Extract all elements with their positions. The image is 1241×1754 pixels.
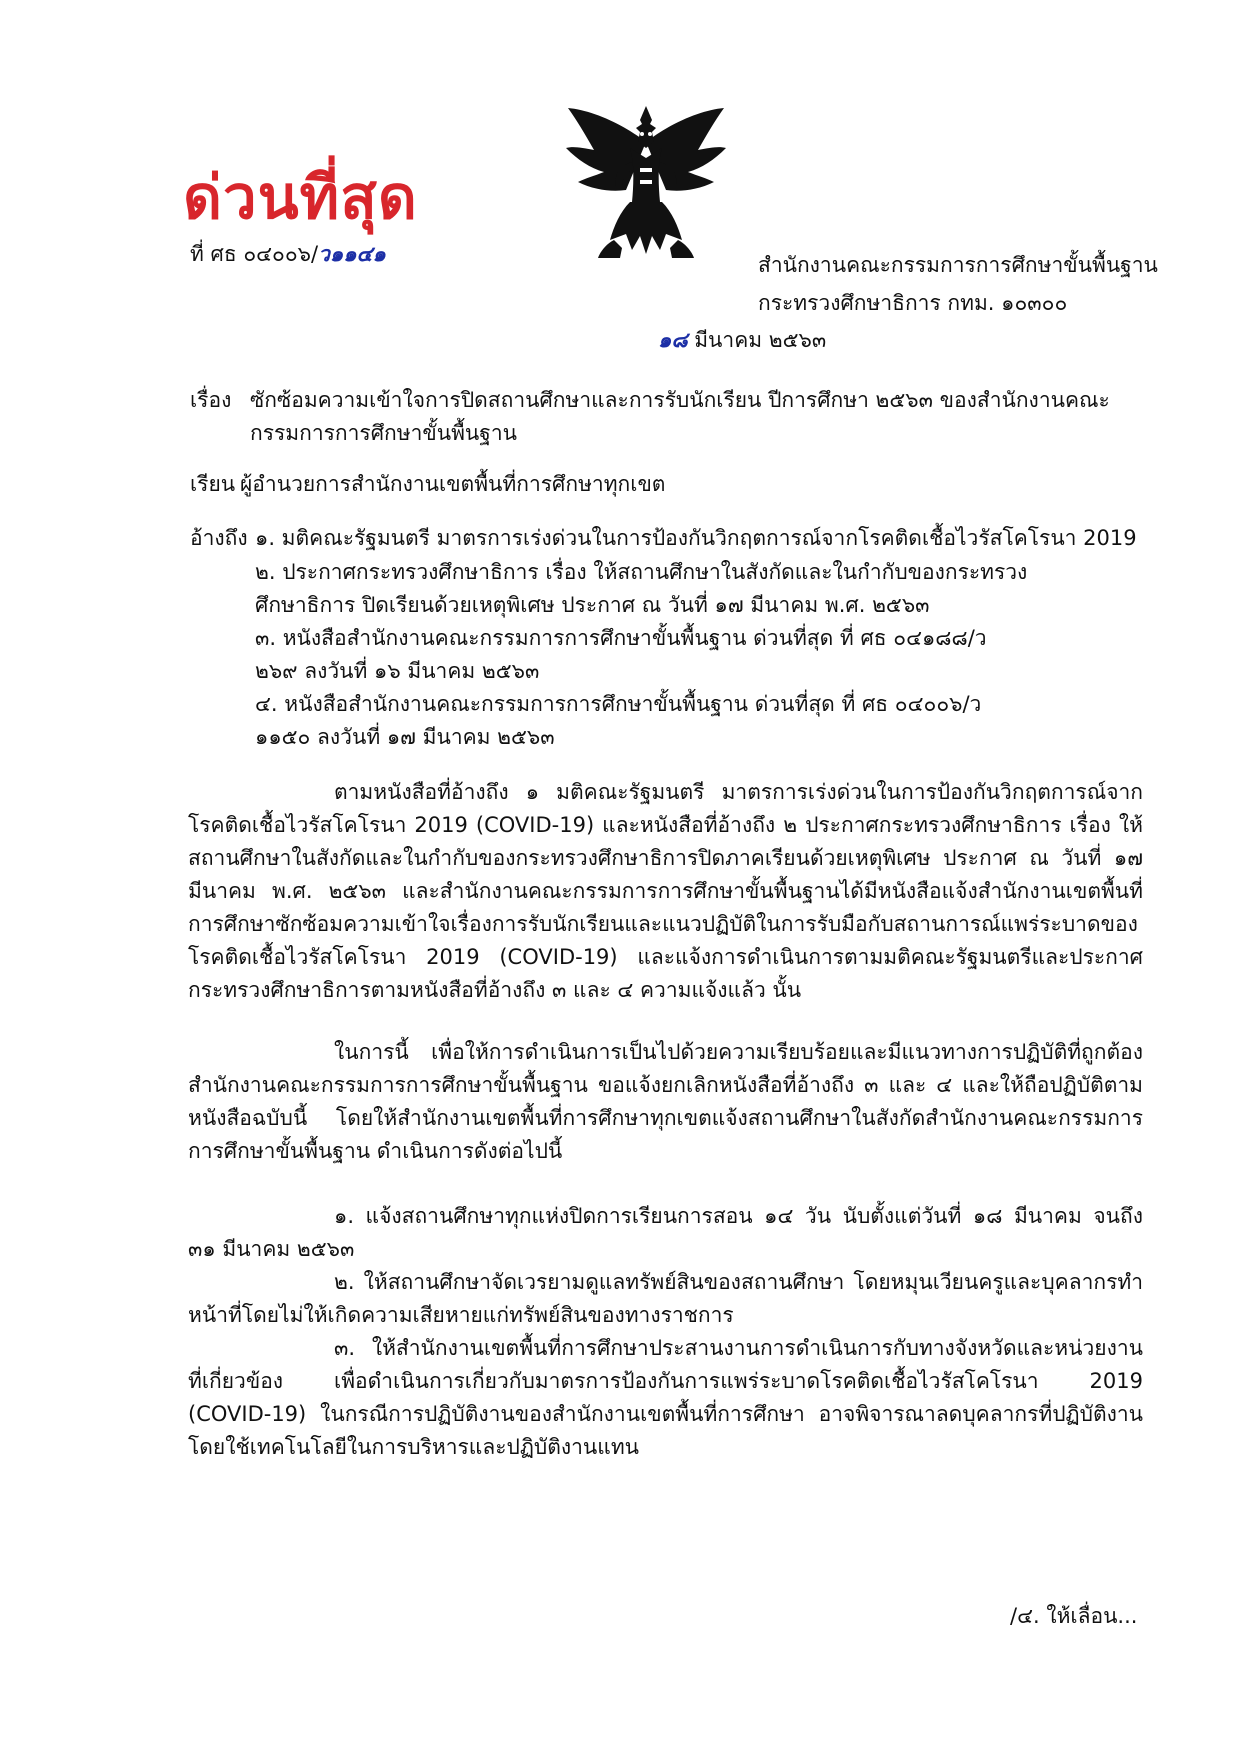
agency-address: กระทรวงศึกษาธิการ กทม. ๑๐๓๐๐ — [758, 291, 1068, 315]
urgent-stamp: ด่วนที่สุด — [183, 163, 418, 233]
document-number-prefix: ที่ ศธ ๐๔๐๐๖/ — [190, 242, 319, 266]
continuation-note: /๔. ให้เลื่อน... — [1010, 1604, 1138, 1628]
references-label: อ้างถึง — [190, 526, 248, 550]
reference-item: ๒. ประกาศกระทรวงศึกษาธิการ เรื่อง ให้สถานศึกษาในสังกัดและในกำกับของกระทรวงศึกษาธิการ ปิดเรียนด้วยเหตุพิเศษ ประกาศ ณ วันที่ ๑๗ มีนาคม พ.ศ. ๒๕๖๓ — [255, 560, 1028, 617]
recipient-label: เรียน — [190, 472, 236, 496]
subject-text: ซักซ้อมความเข้าใจการปิดสถานศึกษาและการรับนักเรียน ปีการศึกษา ๒๕๖๓ ของสำนักงานคณะกรรมการการศึกษาขั้นพื้นฐาน — [250, 388, 1110, 445]
document-number-handwritten: ว๑๑๔๑ — [318, 242, 386, 266]
issuing-agency — [758, 246, 1158, 322]
reference-item: ๔. หนังสือสำนักงานคณะกรรมการการศึกษาขั้นพื้นฐาน ด่วนที่สุด ที่ ศธ ๐๔๐๐๖/ว ๑๑๕๐ ลงวันที่ ๑๗ มีนาคม ๒๕๖๓ — [255, 692, 982, 749]
recipient-text: ผู้อำนวยการสำนักงานเขตพื้นที่การศึกษาทุกเขต — [240, 472, 666, 496]
reference-item: ๓. หนังสือสำนักงานคณะกรรมการการศึกษาขั้นพื้นฐาน ด่วนที่สุด ที่ ศธ ๐๔๑๘๘/ว ๒๖๙ ลงวันที่ ๑๖ มีนาคม ๒๕๖๓ — [255, 626, 987, 683]
document-number — [190, 238, 386, 271]
reference-item: ๑. มติคณะรัฐมนตรี มาตรการเร่งด่วนในการป้องกันวิกฤตการณ์จากโรคติดเชื้อไวรัสโคโรนา 2019 — [255, 526, 1137, 550]
garuda-emblem-icon — [560, 102, 732, 262]
subject-label: เรื่อง — [190, 388, 232, 412]
garuda-emblem-icon-svg — [560, 102, 732, 262]
action-item-2: ๒. ให้สถานศึกษาจัดเวรยามดูแลทรัพย์สินของสถานศึกษา โดยหมุนเวียนครูและบุคลากรทำหน้าที่โดยไม่ให้เกิดความเสียหายแก่ทรัพย์สินของทางราชการ — [188, 1270, 1143, 1327]
agency-name: สำนักงานคณะกรรมการการศึกษาขั้นพื้นฐาน — [758, 253, 1158, 277]
date-day-handwritten: ๑๘ — [658, 328, 688, 352]
action-item-3: ๓. ให้สำนักงานเขตพื้นที่การศึกษาประสานงานการดำเนินการกับทางจังหวัดและหน่วยงานที่เกี่ยวข้อง เพื่อดำเนินการเกี่ยวกับมาตรการป้องกันการแพร่ระบาดโรคติดเชื้อไวรัสโคโรนา 2019 (COVID-19) ในกรณีการปฏิบัติงานของสำนักงานเขตพื้นที่การศึกษา อาจพิจารณาลดบุคลากรที่ปฏิบัติงาน โดยใช้เทคโนโลยีในการบริหารและปฏิบัติงานแทน — [188, 1336, 1143, 1459]
body-paragraph-2: ในการนี้ เพื่อให้การดำเนินการเป็นไปด้วยความเรียบร้อยและมีแนวทางการปฏิบัติที่ถูกต้อง สำนักงานคณะกรรมการการศึกษาขั้นพื้นฐาน ขอแจ้งยกเลิกหนังสือที่อ้างถึง ๓ และ ๔ และให้ถือปฏิบัติตามหนังสือฉบับนี้ โดยให้สำนักงานเขตพื้นที่การศึกษาทุกเขตแจ้งสถานศึกษาในสังกัดสำนักงานคณะกรรมการการศึกษาขั้นพื้นฐาน ดำเนินการดังต่อไปนี้ — [188, 1040, 1143, 1163]
action-item-1: ๑. แจ้งสถานศึกษาทุกแห่งปิดการเรียนการสอน ๑๔ วัน นับตั้งแต่วันที่ ๑๘ มีนาคม จนถึง ๓๑ มีนาคม ๒๕๖๓ — [188, 1204, 1143, 1261]
document-date — [658, 324, 826, 357]
body-paragraph-1: ตามหนังสือที่อ้างถึง ๑ มติคณะรัฐมนตรี มาตรการเร่งด่วนในการป้องกันวิกฤตการณ์จากโรคติดเชื้อไวรัสโคโรนา 2019 (COVID-19) และหนังสือที่อ้างถึง ๒ ประกาศกระทรวงศึกษาธิการ เรื่อง ให้สถานศึกษาในสังกัดและในกำกับของกระทรวงศึกษาธิการปิดภาคเรียนด้วยเหตุพิเศษ ประกาศ ณ วันที่ ๑๗ มีนาคม พ.ศ. ๒๕๖๓ และสำนักงานคณะกรรมการการศึกษาขั้นพื้นฐานได้มีหนังสือแจ้งสำนักงานเขตพื้นที่การศึกษาซักซ้อมความเข้าใจเรื่องการรับนักเรียนและแนวปฏิบัติในการรับมือกับสถานการณ์แพร่ระบาดของโรคติดเชื้อไวรัสโคโรนา 2019 (COVID-19) และแจ้งการดำเนินการตามมติคณะรัฐมนตรีและประกาศกระทรวงศึกษาธิการตามหนังสือที่อ้างถึง ๓ และ ๔ ความแจ้งแล้ว นั้น — [188, 780, 1143, 1002]
date-month-year: มีนาคม ๒๕๖๓ — [687, 328, 827, 352]
